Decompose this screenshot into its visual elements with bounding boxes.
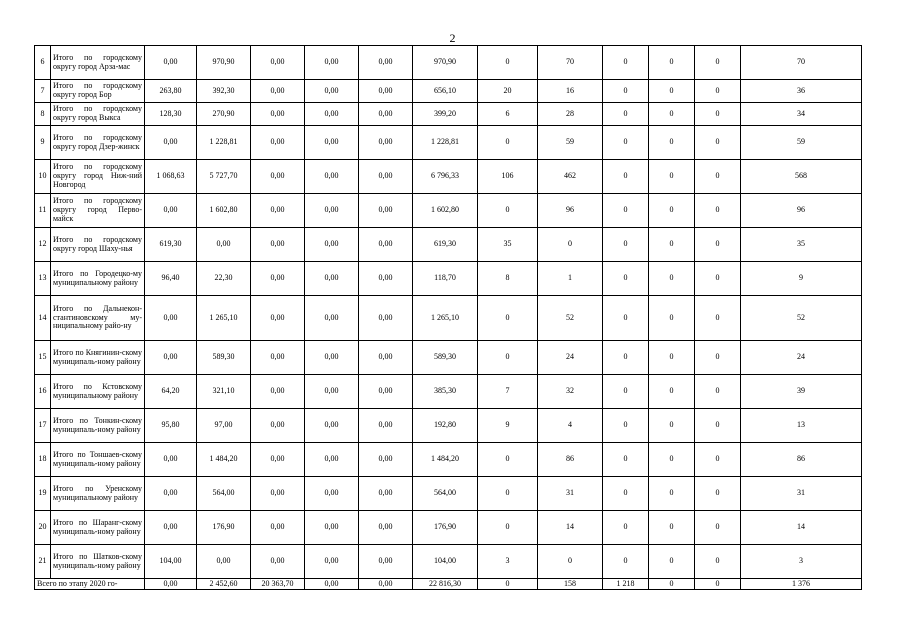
value-cell: 7 [478, 375, 538, 409]
value-cell: 35 [741, 228, 862, 262]
value-cell: 0,00 [359, 262, 413, 296]
value-cell: 35 [478, 228, 538, 262]
value-cell: 0,00 [145, 477, 197, 511]
value-cell: 0 [649, 228, 695, 262]
value-cell: 6 [478, 103, 538, 126]
value-cell: 0,00 [359, 46, 413, 80]
value-cell: 0,00 [145, 443, 197, 477]
value-cell: 0,00 [305, 296, 359, 341]
value-cell: 70 [741, 46, 862, 80]
row-number: 10 [35, 160, 51, 194]
value-cell: 14 [741, 511, 862, 545]
value-cell: 192,80 [413, 409, 478, 443]
value-cell: 0,00 [305, 262, 359, 296]
value-cell: 321,10 [197, 375, 251, 409]
municipality-name: Итого по Шатков-скому муниципаль-ному району [51, 545, 145, 579]
value-cell: 0 [603, 103, 649, 126]
value-cell: 0 [478, 341, 538, 375]
value-cell: 0,00 [359, 375, 413, 409]
table-row [35, 80, 862, 103]
value-cell: 0 [695, 228, 741, 262]
value-cell: 0,00 [359, 511, 413, 545]
municipality-name: Итого по Городецко-му муниципальному району [51, 262, 145, 296]
total-row [35, 579, 862, 590]
table-row [35, 409, 862, 443]
value-cell: 1 484,20 [197, 443, 251, 477]
value-cell: 0,00 [359, 103, 413, 126]
value-cell: 0 [649, 262, 695, 296]
value-cell: 0 [695, 296, 741, 341]
value-cell: 39 [741, 375, 862, 409]
value-cell: 0 [695, 511, 741, 545]
value-cell: 0 [649, 443, 695, 477]
value-cell: 0,00 [251, 160, 305, 194]
value-cell: 14 [538, 511, 603, 545]
row-number: 13 [35, 262, 51, 296]
value-cell: 0,00 [359, 341, 413, 375]
value-cell: 0,00 [251, 375, 305, 409]
total-value-cell: 1 376 [741, 579, 862, 590]
value-cell: 0 [603, 341, 649, 375]
value-cell: 0,00 [251, 409, 305, 443]
value-cell: 0 [603, 262, 649, 296]
value-cell: 36 [741, 80, 862, 103]
municipality-name: Итого по Дальнекон-стантиновскому му-ниципальному райо-ну [51, 296, 145, 341]
municipality-name: Итого по городскому округу город Выкса [51, 103, 145, 126]
value-cell: 176,90 [413, 511, 478, 545]
value-cell: 0 [695, 46, 741, 80]
table-row [35, 375, 862, 409]
value-cell: 9 [478, 409, 538, 443]
value-cell: 0 [649, 511, 695, 545]
municipality-name: Итого по городскому округу город Бор [51, 80, 145, 103]
value-cell: 0 [478, 194, 538, 228]
value-cell: 0,00 [359, 194, 413, 228]
value-cell: 0 [695, 103, 741, 126]
value-cell: 0,00 [145, 46, 197, 80]
row-number: 15 [35, 341, 51, 375]
value-cell: 0,00 [145, 511, 197, 545]
value-cell: 1 228,81 [413, 126, 478, 160]
value-cell: 0 [603, 511, 649, 545]
value-cell: 0,00 [305, 375, 359, 409]
value-cell: 1 484,20 [413, 443, 478, 477]
value-cell: 31 [538, 477, 603, 511]
total-value-cell: 0,00 [359, 579, 413, 590]
value-cell: 568 [741, 160, 862, 194]
value-cell: 1 228,81 [197, 126, 251, 160]
value-cell: 0 [603, 194, 649, 228]
row-number: 11 [35, 194, 51, 228]
value-cell: 128,30 [145, 103, 197, 126]
value-cell: 399,20 [413, 103, 478, 126]
total-value-cell: 1 218 [603, 579, 649, 590]
value-cell: 0 [649, 375, 695, 409]
total-value-cell: 22 816,30 [413, 579, 478, 590]
value-cell: 0,00 [359, 443, 413, 477]
value-cell: 0 [603, 228, 649, 262]
value-cell: 0 [603, 126, 649, 160]
value-cell: 64,20 [145, 375, 197, 409]
value-cell: 0 [603, 375, 649, 409]
value-cell: 52 [538, 296, 603, 341]
value-cell: 0,00 [359, 160, 413, 194]
value-cell: 0 [478, 511, 538, 545]
value-cell: 0 [649, 409, 695, 443]
table-row [35, 46, 862, 80]
value-cell: 104,00 [145, 545, 197, 579]
value-cell: 6 796,33 [413, 160, 478, 194]
value-cell: 5 727,70 [197, 160, 251, 194]
data-table [34, 45, 862, 590]
value-cell: 619,30 [145, 228, 197, 262]
table-row [35, 126, 862, 160]
municipality-name: Итого по Тоншаев-скому муниципаль-ному району [51, 443, 145, 477]
value-cell: 0,00 [305, 194, 359, 228]
value-cell: 34 [741, 103, 862, 126]
value-cell: 0 [695, 160, 741, 194]
value-cell: 0,00 [251, 194, 305, 228]
value-cell: 32 [538, 375, 603, 409]
value-cell: 270,90 [197, 103, 251, 126]
value-cell: 96 [538, 194, 603, 228]
municipality-name: Итого по Княгинин-скому муниципаль-ному району [51, 341, 145, 375]
value-cell: 3 [741, 545, 862, 579]
value-cell: 589,30 [197, 341, 251, 375]
table-row [35, 103, 862, 126]
value-cell: 0,00 [197, 545, 251, 579]
value-cell: 0,00 [251, 341, 305, 375]
value-cell: 0,00 [359, 80, 413, 103]
value-cell: 0,00 [359, 228, 413, 262]
value-cell: 970,90 [413, 46, 478, 80]
value-cell: 1 068,63 [145, 160, 197, 194]
municipality-name: Итого по Кстовскому муниципальному району [51, 375, 145, 409]
value-cell: 0 [695, 375, 741, 409]
value-cell: 0 [695, 126, 741, 160]
row-number: 6 [35, 46, 51, 80]
value-cell: 0,00 [145, 194, 197, 228]
value-cell: 0 [603, 80, 649, 103]
value-cell: 52 [741, 296, 862, 341]
municipality-name: Итого по городскому округу город Перво-майск [51, 194, 145, 228]
value-cell: 564,00 [197, 477, 251, 511]
value-cell: 0,00 [359, 545, 413, 579]
value-cell: 0,00 [251, 477, 305, 511]
value-cell: 86 [538, 443, 603, 477]
value-cell: 0 [478, 46, 538, 80]
total-value-cell: 0 [649, 579, 695, 590]
value-cell: 0,00 [251, 262, 305, 296]
value-cell: 70 [538, 46, 603, 80]
row-number: 8 [35, 103, 51, 126]
value-cell: 0 [695, 341, 741, 375]
value-cell: 0,00 [359, 296, 413, 341]
row-number: 20 [35, 511, 51, 545]
value-cell: 0 [695, 443, 741, 477]
value-cell: 0,00 [251, 443, 305, 477]
value-cell: 0,00 [145, 296, 197, 341]
row-number: 21 [35, 545, 51, 579]
total-value-cell: 0 [478, 579, 538, 590]
value-cell: 0,00 [305, 46, 359, 80]
table-row [35, 443, 862, 477]
value-cell: 24 [741, 341, 862, 375]
value-cell: 385,30 [413, 375, 478, 409]
total-value-cell: 20 363,70 [251, 579, 305, 590]
value-cell: 118,70 [413, 262, 478, 296]
table-row [35, 228, 862, 262]
value-cell: 619,30 [413, 228, 478, 262]
municipality-name: Итого по городскому округу город Ниж-ний Новгород [51, 160, 145, 194]
table-row [35, 477, 862, 511]
total-value-cell: 2 452,60 [197, 579, 251, 590]
value-cell: 0,00 [305, 103, 359, 126]
total-value-cell: 0,00 [305, 579, 359, 590]
value-cell: 0 [695, 262, 741, 296]
value-cell: 1 602,80 [413, 194, 478, 228]
row-number: 14 [35, 296, 51, 341]
value-cell: 0 [603, 477, 649, 511]
value-cell: 0 [695, 409, 741, 443]
total-value-cell: 158 [538, 579, 603, 590]
page-number: 2 [449, 31, 456, 45]
value-cell: 0 [538, 545, 603, 579]
value-cell: 0 [603, 160, 649, 194]
value-cell: 0,00 [305, 160, 359, 194]
value-cell: 9 [741, 262, 862, 296]
value-cell: 0 [695, 545, 741, 579]
value-cell: 28 [538, 103, 603, 126]
value-cell: 0,00 [251, 126, 305, 160]
value-cell: 1 [538, 262, 603, 296]
table-row [35, 545, 862, 579]
value-cell: 0,00 [305, 511, 359, 545]
value-cell: 22,30 [197, 262, 251, 296]
value-cell: 0,00 [251, 228, 305, 262]
value-cell: 0,00 [251, 545, 305, 579]
value-cell: 589,30 [413, 341, 478, 375]
table-row [35, 511, 862, 545]
value-cell: 59 [741, 126, 862, 160]
value-cell: 0,00 [359, 126, 413, 160]
value-cell: 0,00 [305, 443, 359, 477]
value-cell: 0 [649, 341, 695, 375]
value-cell: 0 [649, 103, 695, 126]
value-cell: 0,00 [251, 511, 305, 545]
row-number: 17 [35, 409, 51, 443]
value-cell: 0 [695, 194, 741, 228]
row-number: 19 [35, 477, 51, 511]
value-cell: 13 [741, 409, 862, 443]
municipality-name: Итого по городскому округу город Шаху-нья [51, 228, 145, 262]
row-number: 16 [35, 375, 51, 409]
value-cell: 0,00 [305, 477, 359, 511]
value-cell: 0 [603, 46, 649, 80]
value-cell: 1 265,10 [197, 296, 251, 341]
value-cell: 392,30 [197, 80, 251, 103]
value-cell: 0 [695, 477, 741, 511]
value-cell: 8 [478, 262, 538, 296]
value-cell: 24 [538, 341, 603, 375]
total-value-cell: 0,00 [145, 579, 197, 590]
table-body [35, 46, 862, 590]
municipality-name: Итого по Шаранг-скому муниципаль-ному району [51, 511, 145, 545]
value-cell: 0 [603, 409, 649, 443]
value-cell: 0,00 [305, 228, 359, 262]
row-number: 18 [35, 443, 51, 477]
value-cell: 462 [538, 160, 603, 194]
value-cell: 0,00 [305, 80, 359, 103]
value-cell: 59 [538, 126, 603, 160]
municipality-name: Итого по Тонкин-скому муниципаль-ному району [51, 409, 145, 443]
total-value-cell: 0 [695, 579, 741, 590]
value-cell: 0 [649, 477, 695, 511]
value-cell: 0 [649, 160, 695, 194]
value-cell: 0 [649, 80, 695, 103]
value-cell: 0,00 [145, 126, 197, 160]
value-cell: 16 [538, 80, 603, 103]
table-row [35, 160, 862, 194]
value-cell: 0 [649, 296, 695, 341]
value-cell: 0,00 [251, 103, 305, 126]
value-cell: 0 [649, 545, 695, 579]
value-cell: 96 [741, 194, 862, 228]
value-cell: 106 [478, 160, 538, 194]
value-cell: 97,00 [197, 409, 251, 443]
row-number: 9 [35, 126, 51, 160]
row-number: 12 [35, 228, 51, 262]
value-cell: 0 [695, 80, 741, 103]
value-cell: 0 [478, 477, 538, 511]
value-cell: 0,00 [305, 409, 359, 443]
value-cell: 0,00 [305, 545, 359, 579]
table-row [35, 341, 862, 375]
value-cell: 0 [603, 296, 649, 341]
value-cell: 104,00 [413, 545, 478, 579]
value-cell: 0,00 [197, 228, 251, 262]
table-row [35, 296, 862, 341]
value-cell: 4 [538, 409, 603, 443]
value-cell: 0 [649, 46, 695, 80]
value-cell: 176,90 [197, 511, 251, 545]
value-cell: 656,10 [413, 80, 478, 103]
value-cell: 96,40 [145, 262, 197, 296]
municipality-name: Итого по городскому округу город Арза-мас [51, 46, 145, 80]
value-cell: 0,00 [305, 341, 359, 375]
value-cell: 1 602,80 [197, 194, 251, 228]
value-cell: 0,00 [251, 80, 305, 103]
total-label: Всего по этапу 2020 го- [35, 579, 145, 590]
value-cell: 86 [741, 443, 862, 477]
value-cell: 3 [478, 545, 538, 579]
value-cell: 31 [741, 477, 862, 511]
value-cell: 20 [478, 80, 538, 103]
value-cell: 0,00 [359, 409, 413, 443]
value-cell: 0,00 [251, 296, 305, 341]
value-cell: 0 [649, 126, 695, 160]
table-row [35, 194, 862, 228]
row-number: 7 [35, 80, 51, 103]
value-cell: 0,00 [359, 477, 413, 511]
value-cell: 0,00 [305, 126, 359, 160]
value-cell: 0,00 [251, 46, 305, 80]
value-cell: 0 [603, 443, 649, 477]
value-cell: 0 [478, 126, 538, 160]
value-cell: 0 [538, 228, 603, 262]
municipality-name: Итого по городскому округу город Дзер-жинск [51, 126, 145, 160]
value-cell: 0 [603, 545, 649, 579]
table-row [35, 262, 862, 296]
municipality-name: Итого по Уренскому муниципальному району [51, 477, 145, 511]
value-cell: 1 265,10 [413, 296, 478, 341]
value-cell: 564,00 [413, 477, 478, 511]
value-cell: 263,80 [145, 80, 197, 103]
value-cell: 0 [649, 194, 695, 228]
value-cell: 95,80 [145, 409, 197, 443]
value-cell: 0 [478, 296, 538, 341]
value-cell: 970,90 [197, 46, 251, 80]
value-cell: 0 [478, 443, 538, 477]
value-cell: 0,00 [145, 341, 197, 375]
